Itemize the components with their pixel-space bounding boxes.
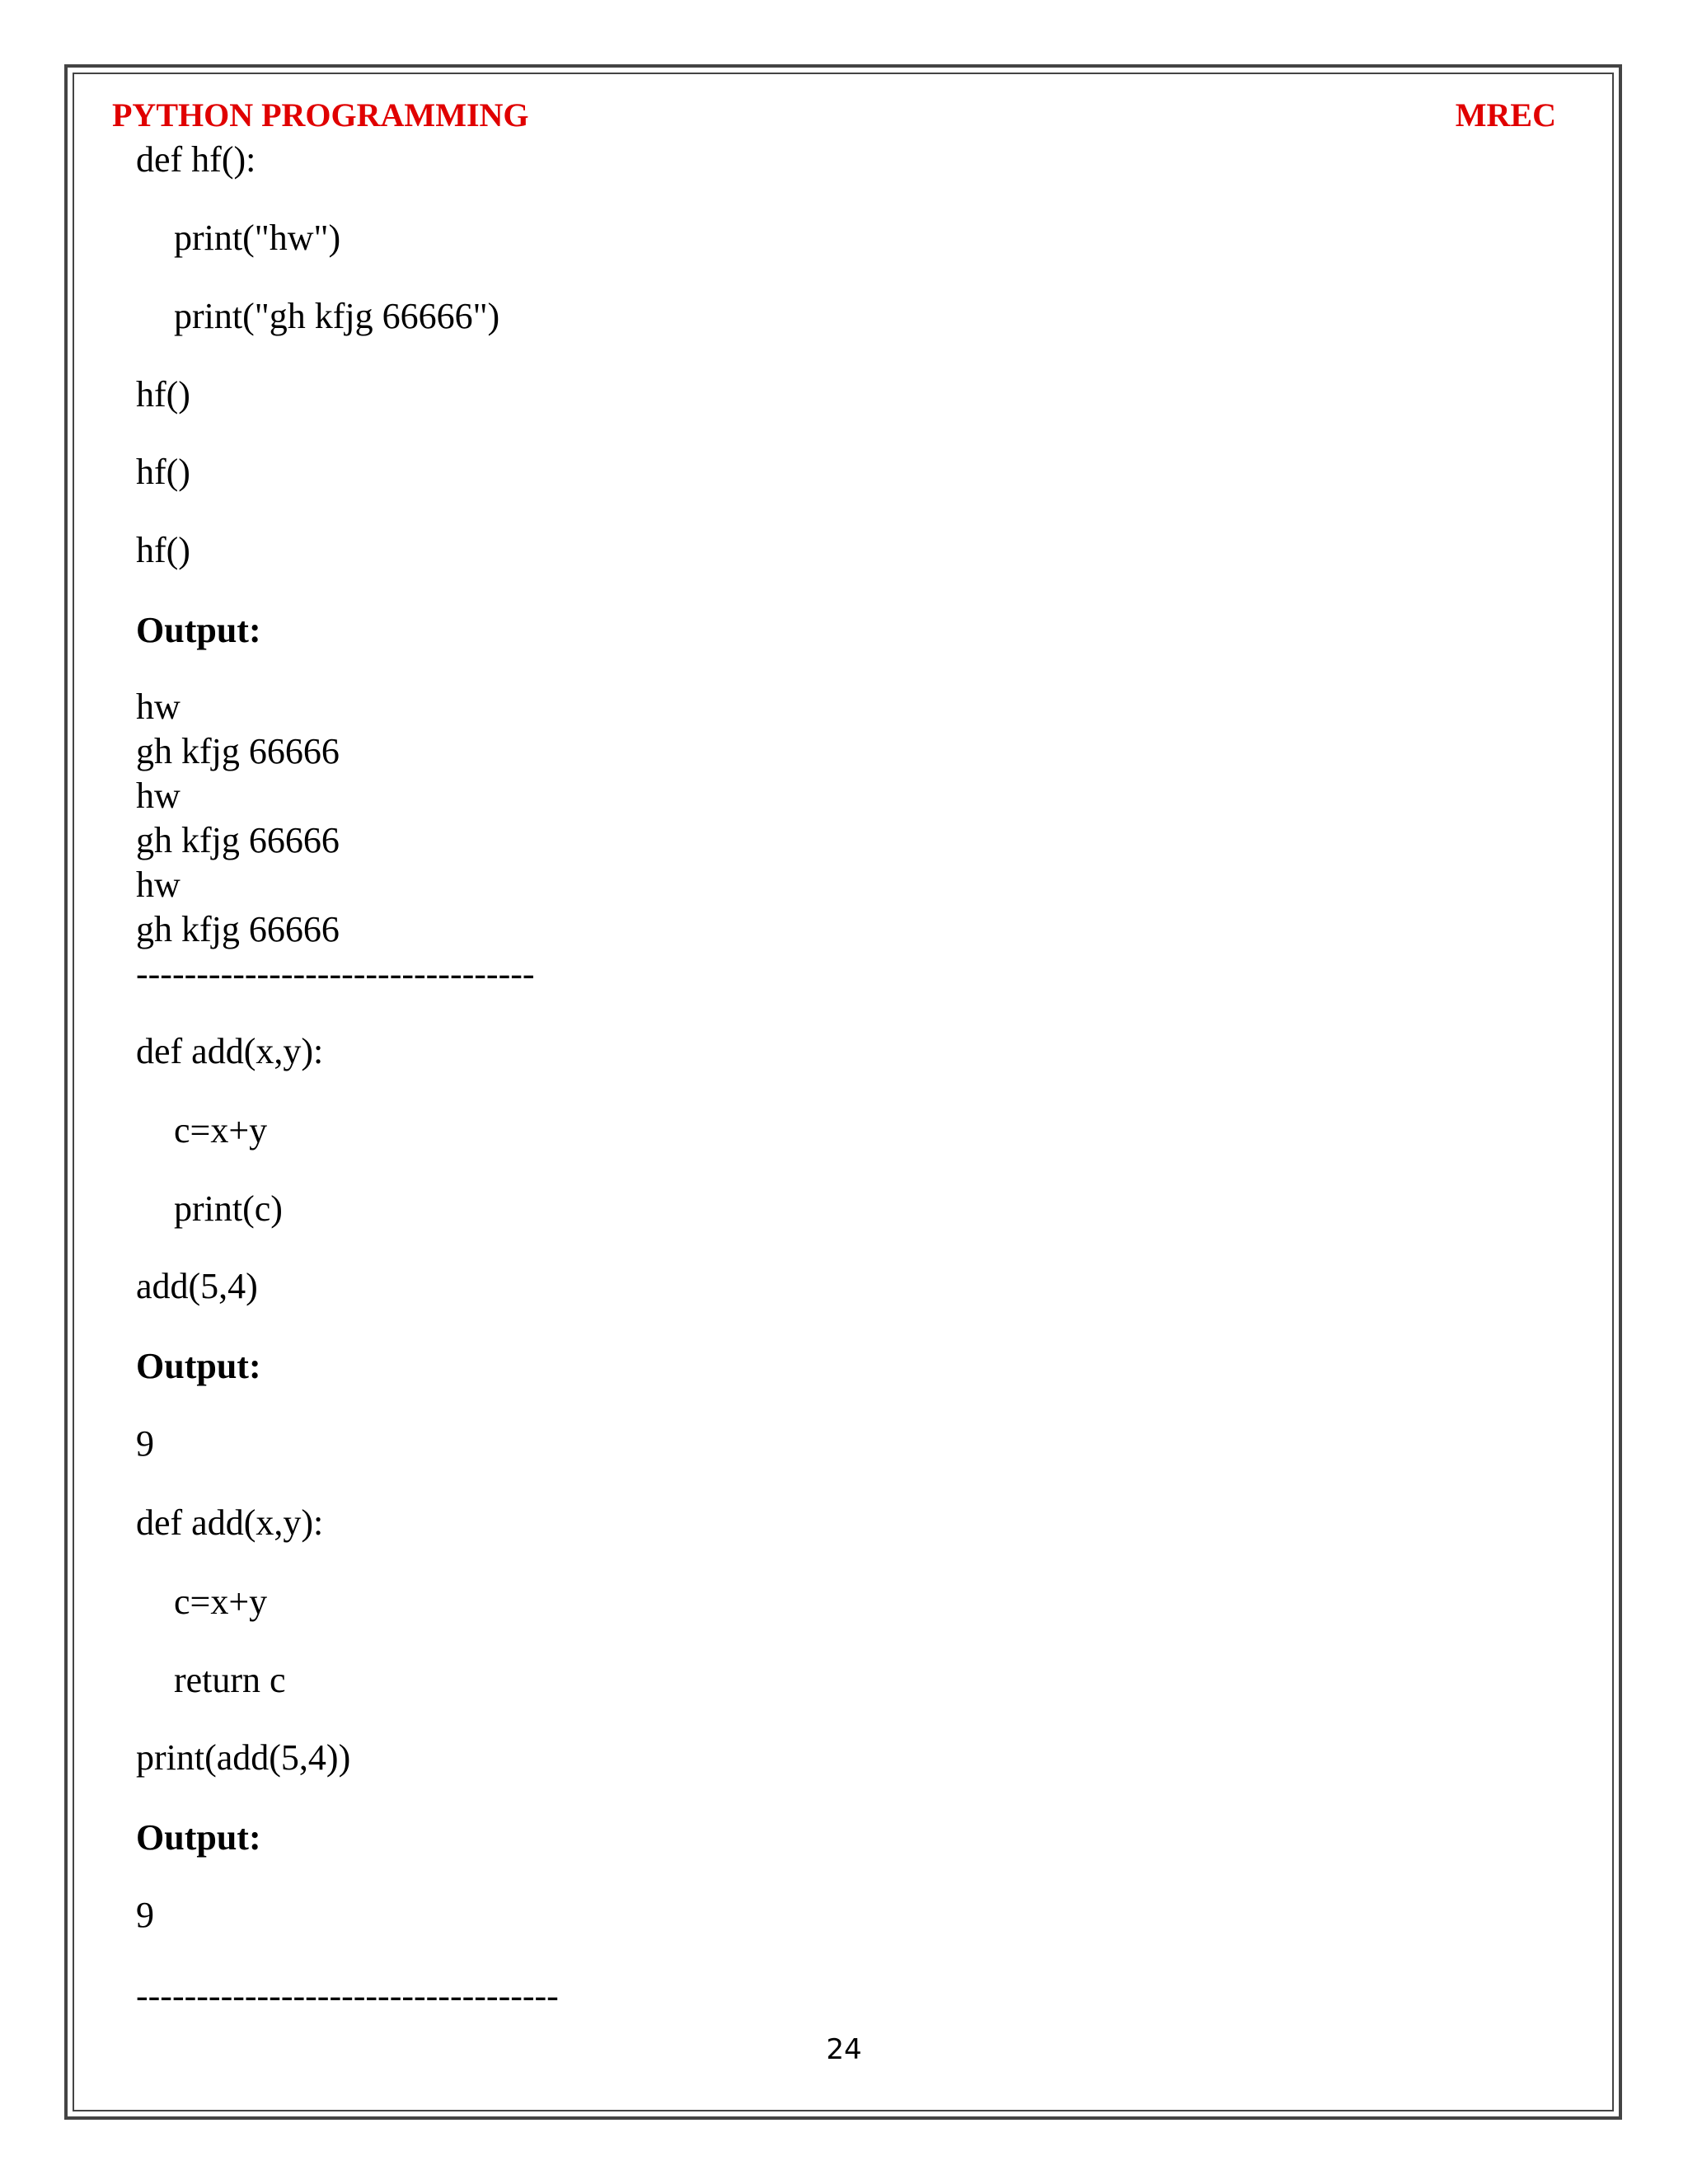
code-line: hf()	[136, 452, 190, 492]
header-title: PYTHON PROGRAMMING	[112, 96, 529, 134]
output-heading: Output:	[136, 1346, 261, 1386]
code-line: print("hw")	[174, 218, 341, 258]
code-line: def hf():	[136, 139, 256, 180]
output-line: 9	[136, 1423, 154, 1464]
code-line: def add(x,y):	[136, 1502, 324, 1543]
code-line: def add(x,y):	[136, 1031, 324, 1071]
code-line: print(c)	[174, 1188, 283, 1229]
code-line: c=x+y	[174, 1110, 268, 1151]
code-line: add(5,4)	[136, 1266, 258, 1306]
output-line: hw	[136, 687, 181, 727]
code-line: hf()	[136, 374, 190, 415]
output-heading: Output:	[136, 610, 261, 650]
code-line: c=x+y	[174, 1582, 268, 1622]
output-line: hw	[136, 776, 181, 816]
output-heading: Output:	[136, 1817, 261, 1858]
code-line: return c	[174, 1660, 286, 1700]
output-line: hw	[136, 865, 181, 905]
page-border-inner	[73, 73, 1614, 2111]
output-line: gh kfjg 66666	[136, 909, 340, 949]
separator: ---------------------------------	[136, 954, 535, 994]
code-line: print(add(5,4))	[136, 1737, 351, 1778]
page-number: 24	[826, 2033, 862, 2066]
output-line: 9	[136, 1895, 154, 1935]
code-line: print("gh kfjg 66666")	[174, 296, 500, 336]
separator: -----------------------------------	[136, 1975, 559, 2016]
output-line: gh kfjg 66666	[136, 820, 340, 860]
code-line: hf()	[136, 530, 190, 570]
header-college: MREC	[1455, 96, 1556, 134]
output-line: gh kfjg 66666	[136, 731, 340, 771]
